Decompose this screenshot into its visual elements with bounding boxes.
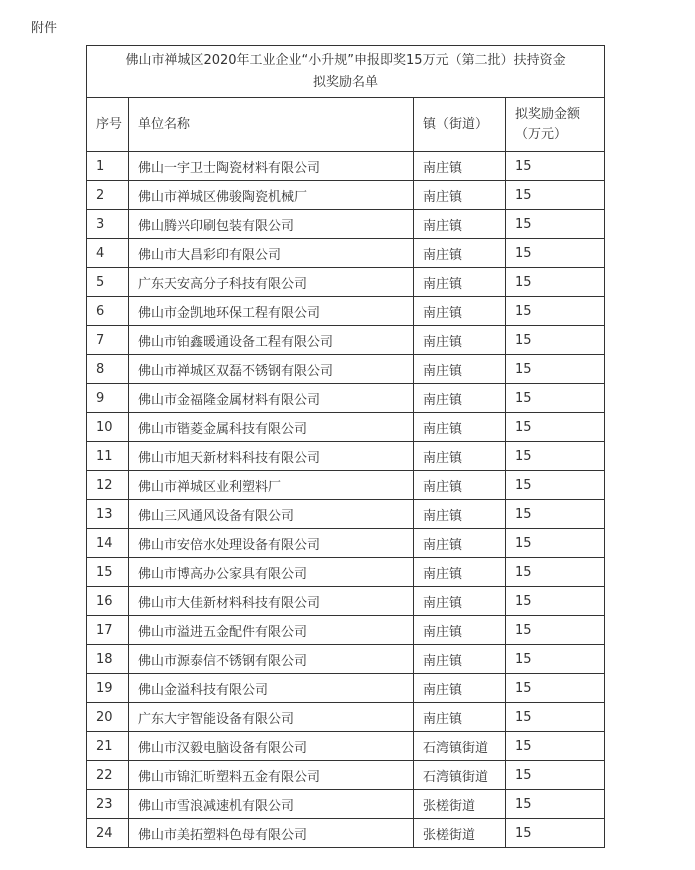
row-company-name: 佛山市博高办公家具有限公司 <box>129 558 414 587</box>
table-row <box>87 471 605 500</box>
row-index: 20 <box>87 703 129 732</box>
row-amount: 15 <box>506 732 605 761</box>
row-company-name: 佛山市禅城区业利塑料厂 <box>129 471 414 500</box>
row-company-name: 佛山市旭天新材料科技有限公司 <box>129 442 414 471</box>
row-index: 3 <box>87 210 129 239</box>
row-index: 4 <box>87 239 129 268</box>
row-amount: 15 <box>506 587 605 616</box>
row-town: 南庄镇 <box>414 268 506 297</box>
row-index: 17 <box>87 616 129 645</box>
row-index: 14 <box>87 529 129 558</box>
row-company-name: 佛山市安倍水处理设备有限公司 <box>129 529 414 558</box>
row-company-name: 佛山市汉毅电脑设备有限公司 <box>129 732 414 761</box>
row-amount: 15 <box>506 181 605 210</box>
table-row <box>87 616 605 645</box>
row-amount: 15 <box>506 703 605 732</box>
row-company-name: 佛山市锦汇昕塑料五金有限公司 <box>129 761 414 790</box>
row-town: 南庄镇 <box>414 703 506 732</box>
row-index: 23 <box>87 790 129 819</box>
row-town: 南庄镇 <box>414 500 506 529</box>
row-company-name: 佛山三风通风设备有限公司 <box>129 500 414 529</box>
row-amount: 15 <box>506 761 605 790</box>
row-amount: 15 <box>506 616 605 645</box>
row-amount: 15 <box>506 326 605 355</box>
row-amount: 15 <box>506 268 605 297</box>
table-row <box>87 674 605 703</box>
row-town: 南庄镇 <box>414 181 506 210</box>
table-row <box>87 558 605 587</box>
row-company-name: 佛山腾兴印刷包装有限公司 <box>129 210 414 239</box>
table-row <box>87 645 605 674</box>
row-company-name: 佛山市金福隆金属材料有限公司 <box>129 384 414 413</box>
row-index: 8 <box>87 355 129 384</box>
row-town: 南庄镇 <box>414 355 506 384</box>
table-row <box>87 268 605 297</box>
row-company-name: 佛山市雪浪减速机有限公司 <box>129 790 414 819</box>
row-amount: 15 <box>506 355 605 384</box>
row-index: 10 <box>87 413 129 442</box>
row-amount: 15 <box>506 297 605 326</box>
row-town: 南庄镇 <box>414 529 506 558</box>
row-amount: 15 <box>506 413 605 442</box>
table-row <box>87 819 605 848</box>
award-list-table <box>86 45 605 848</box>
row-index: 5 <box>87 268 129 297</box>
row-index: 2 <box>87 181 129 210</box>
row-company-name: 佛山市溢进五金配件有限公司 <box>129 616 414 645</box>
row-index: 18 <box>87 645 129 674</box>
attachment-label: 附件 <box>31 21 58 36</box>
row-amount: 15 <box>506 500 605 529</box>
row-index: 24 <box>87 819 129 848</box>
table-row <box>87 761 605 790</box>
row-town: 张槎街道 <box>414 819 506 848</box>
row-town: 南庄镇 <box>414 471 506 500</box>
table-row <box>87 181 605 210</box>
table-row <box>87 529 605 558</box>
row-town: 南庄镇 <box>414 558 506 587</box>
row-town: 南庄镇 <box>414 384 506 413</box>
row-amount: 15 <box>506 442 605 471</box>
header-town: 镇（街道） <box>414 98 506 152</box>
table-body <box>87 46 605 848</box>
row-company-name: 广东天安高分子科技有限公司 <box>129 268 414 297</box>
row-index: 12 <box>87 471 129 500</box>
table-row <box>87 384 605 413</box>
row-index: 21 <box>87 732 129 761</box>
row-amount: 15 <box>506 790 605 819</box>
header-amount: 拟奖励金额（万元） <box>506 98 605 152</box>
row-index: 9 <box>87 384 129 413</box>
table-row <box>87 152 605 181</box>
row-index: 7 <box>87 326 129 355</box>
row-company-name: 佛山市大昌彩印有限公司 <box>129 239 414 268</box>
table-row <box>87 355 605 384</box>
table-title <box>87 46 605 98</box>
table-row <box>87 297 605 326</box>
table-header-row <box>87 98 605 152</box>
row-town: 南庄镇 <box>414 210 506 239</box>
header-company: 单位名称 <box>129 98 414 152</box>
row-amount: 15 <box>506 645 605 674</box>
row-amount: 15 <box>506 819 605 848</box>
row-company-name: 广东大宇智能设备有限公司 <box>129 703 414 732</box>
row-company-name: 佛山市金凯地环保工程有限公司 <box>129 297 414 326</box>
row-company-name: 佛山市大佳新材料科技有限公司 <box>129 587 414 616</box>
row-amount: 15 <box>506 152 605 181</box>
table-row <box>87 703 605 732</box>
table-row <box>87 500 605 529</box>
row-town: 南庄镇 <box>414 239 506 268</box>
row-town: 南庄镇 <box>414 442 506 471</box>
table-row <box>87 239 605 268</box>
row-index: 13 <box>87 500 129 529</box>
row-company-name: 佛山市美拓塑料色母有限公司 <box>129 819 414 848</box>
row-company-name: 佛山金溢科技有限公司 <box>129 674 414 703</box>
row-index: 16 <box>87 587 129 616</box>
table-row <box>87 210 605 239</box>
row-company-name: 佛山市锴菱金属科技有限公司 <box>129 413 414 442</box>
table-row <box>87 442 605 471</box>
row-town: 张槎街道 <box>414 790 506 819</box>
row-town: 南庄镇 <box>414 645 506 674</box>
row-amount: 15 <box>506 529 605 558</box>
row-index: 22 <box>87 761 129 790</box>
row-index: 15 <box>87 558 129 587</box>
row-town: 南庄镇 <box>414 297 506 326</box>
table-row <box>87 732 605 761</box>
row-town: 南庄镇 <box>414 152 506 181</box>
row-amount: 15 <box>506 384 605 413</box>
table-title-row <box>87 46 605 98</box>
row-town: 石湾镇街道 <box>414 761 506 790</box>
row-index: 6 <box>87 297 129 326</box>
row-company-name: 佛山一宇卫士陶瓷材料有限公司 <box>129 152 414 181</box>
row-company-name: 佛山市源泰信不锈钢有限公司 <box>129 645 414 674</box>
row-index: 1 <box>87 152 129 181</box>
table-row <box>87 790 605 819</box>
row-town: 南庄镇 <box>414 674 506 703</box>
table-title-line-1: 佛山市禅城区2020年工业企业“小升规”申报即奖15万元（第二批）扶持资金 <box>125 52 566 68</box>
row-amount: 15 <box>506 471 605 500</box>
row-town: 南庄镇 <box>414 587 506 616</box>
row-company-name: 佛山市铂鑫暖通设备工程有限公司 <box>129 326 414 355</box>
row-amount: 15 <box>506 558 605 587</box>
header-index: 序号 <box>87 98 129 152</box>
table-row <box>87 326 605 355</box>
row-town: 南庄镇 <box>414 413 506 442</box>
row-company-name: 佛山市禅城区佛骏陶瓷机械厂 <box>129 181 414 210</box>
row-town: 石湾镇街道 <box>414 732 506 761</box>
table-title-line-2: 拟奖励名单 <box>313 74 379 90</box>
row-company-name: 佛山市禅城区双磊不锈钢有限公司 <box>129 355 414 384</box>
row-amount: 15 <box>506 210 605 239</box>
row-amount: 15 <box>506 674 605 703</box>
row-index: 19 <box>87 674 129 703</box>
table-row <box>87 413 605 442</box>
row-town: 南庄镇 <box>414 616 506 645</box>
table-row <box>87 587 605 616</box>
row-index: 11 <box>87 442 129 471</box>
row-amount: 15 <box>506 239 605 268</box>
row-town: 南庄镇 <box>414 326 506 355</box>
